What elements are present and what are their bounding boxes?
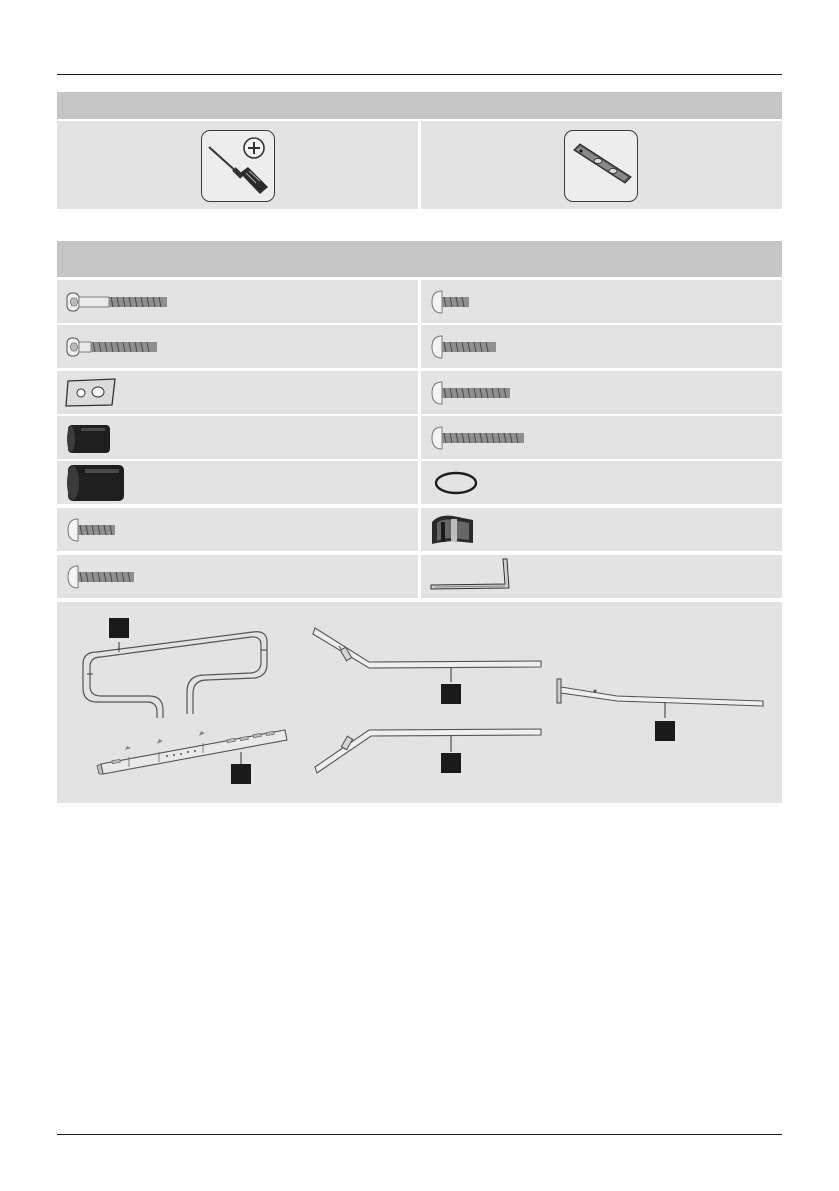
footer-rule [57, 1134, 782, 1135]
part-row-right-7 [421, 555, 782, 598]
part-row-left-4 [57, 416, 418, 459]
part-row-left-1 [57, 280, 418, 323]
longest-screw-icon [429, 416, 539, 459]
short-screw-icon [65, 508, 175, 551]
washer-plate-icon [65, 371, 175, 414]
component-label-support-leg [655, 721, 675, 741]
tools-header-band [57, 92, 782, 119]
part-row-right-6 [421, 508, 782, 551]
cable-clip-icon [429, 508, 539, 551]
short-spacer-icon [65, 416, 175, 459]
allen-key-icon [429, 555, 539, 598]
parts-header-band [57, 241, 782, 277]
mounting-rail-icon [97, 730, 287, 774]
support-leg-icon [557, 679, 763, 706]
component-label-lower-strut [441, 753, 461, 773]
part-row-left-7 [57, 555, 418, 598]
component-label-u-frame [109, 618, 129, 638]
upper-strut-icon [313, 628, 541, 668]
part-row-right-3 [421, 371, 782, 414]
part-row-right-2 [421, 325, 782, 368]
long-spacer-icon [65, 461, 175, 504]
part-row-left-2 [57, 325, 418, 368]
screwdriver-icon [201, 130, 275, 202]
long-hex-socket-bolt-icon [65, 280, 175, 323]
tool-cell-screwdriver [57, 121, 418, 209]
component-label-upper-strut [441, 684, 461, 704]
header-rule [57, 74, 782, 75]
component-label-rail [231, 764, 251, 784]
part-row-left-6 [57, 508, 418, 551]
u-frame-icon [83, 632, 267, 718]
medium-screw-icon [65, 555, 175, 598]
part-row-left-5 [57, 461, 418, 504]
tool-cell-level [421, 121, 782, 209]
lower-strut-icon [315, 729, 541, 773]
part-row-right-1 [421, 280, 782, 323]
part-row-left-3 [57, 371, 418, 414]
longer-screw-icon [429, 371, 539, 414]
screw-icon [429, 325, 539, 368]
part-row-right-4 [421, 416, 782, 459]
components-panel [57, 602, 782, 803]
small-screw-icon [429, 280, 539, 323]
hex-socket-bolt-icon [65, 325, 175, 368]
part-row-right-5 [421, 461, 782, 504]
spirit-level-icon [564, 130, 638, 202]
o-ring-icon [429, 461, 539, 504]
